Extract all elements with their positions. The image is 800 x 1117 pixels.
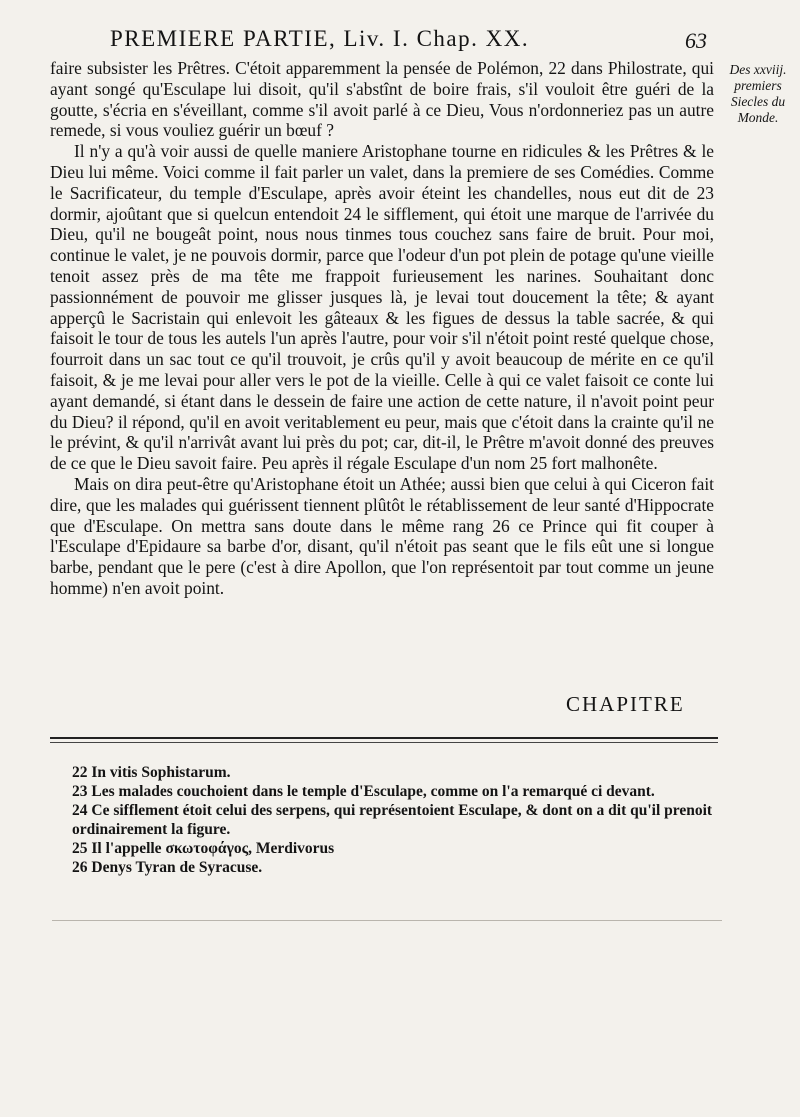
catchword: CHAPITRE	[566, 692, 685, 716]
footnote-25: 25 Il l'appelle σκωτοφάγος, Merdivorus	[72, 840, 335, 857]
footnote-rule-thin	[50, 742, 718, 743]
footnote-rule	[50, 737, 718, 739]
margin-note: Des xxviij. premiers Siecles du Monde.	[729, 62, 787, 125]
footnote-22: 22 In vitis Sophistarum.	[72, 764, 231, 781]
paragraph-2: Il n'y a qu'à voir aussi de quelle maniere Aristophane tourne en ridicules & les Prêtres & le Dieu lui même. Voici comme il fait parler un valet, dans la premiere de ses Comédies. Comme le Sacrificateur, du temple d'Esculape, après avoir éteint les chandelles, nous eut dit de 23 dormir, ajoûtant que si quelcun entendoit 24 le sifflement, qui étoit une marque de l'arrivée du Dieu, qu'il ne bougeât point, nous nous tinmes tous couchez sans faire de bruit. Pour moi, continue le valet, je ne pouvois dormir, parce que l'odeur d'un pot plein de potage qu'une vieille tenoit assez près de ma tête me frappoit furieusement les narines. Souhaitant donc passionnément de pouvoir me glisser jusques là, je levai tout doucement la tête; & ayant apperçû le Sacristain qui enlevoit les gâteaux & les figues de dessus la table sacrée, & qui faisoit le tour de tous les autels l'un après l'autre, pour voir s'il n'étoit point resté quelque chose, fourroit dans un sac tout ce qu'il trouvoit, je crûs qu'il y avoit beaucoup de mérite en ce qu'il faisoit, & je me levai pour aller vers le pot de la vieille. Celle à qui ce valet faisoit ce conte lui ayant demandé, si étant dans le dessein de faire une action de cette nature, il n'avoit point peur du Dieu? il répond, qu'il en avoit veritablement eu peur, mais que c'étoit dans la crainte qu'il ne le prévint, & qu'il n'arrivât avant lui près du pot; car, dit-il, le Prêtre m'avoit donné des preuves de ce que le Dieu savoit faire. Peu après il régale Esculape d'un nom 25 fort malhonête.	[50, 141, 714, 474]
main-text	[50, 58, 714, 599]
footnote-24: 24 Ce sifflement étoit celui des serpens, qui représentoient Esculape, & dont on a dit qu'il prenoit ordinairement la figure.	[72, 802, 713, 838]
footnotes	[72, 763, 718, 877]
footnote-23: 23 Les malades couchoient dans le temple d'Esculape, comme on l'a remarqué ci devant.	[72, 783, 655, 800]
show-through-rule	[52, 920, 722, 921]
paragraph-3: Mais on dira peut-être qu'Aristophane étoit un Athée; aussi bien que celui à qui Ciceron fait dire, que les malades qui guérissent tiennent plûtôt le rétablissement de leur santé d'Hippocrate que d'Esculape. On mettra sans doute dans le même rang 26 ce Prince qui fit couper à l'Esculape d'Epidaure sa barbe d'or, disant, qu'il n'étoit pas seant que le fils eût une si longue barbe, pendant que le pere (c'est à dire Apollon, que l'on représentoit par tout comme un jeune homme) n'en avoit point.	[50, 473, 714, 598]
paragraph-1: faire subsister les Prêtres. C'étoit apparemment la pensée de Polémon, 22 dans Philostrate, qui ayant songé qu'Esculape lui disoit, qu'il s'abstînt de boire frais, s'il vouloit être guéri de la goutte, s'écria en s'éveillant, comme s'il avoit parlé à ce Dieu, Vous n'ordonneriez pas un autre remede, si vous vouliez guérir un bœuf ?	[50, 58, 714, 141]
running-head: PREMIERE PARTIE, Liv. I. Chap. XX.	[110, 26, 530, 51]
footnote-26: 26 Denys Tyran de Syracuse.	[72, 859, 263, 876]
page-number: 63	[685, 28, 707, 53]
